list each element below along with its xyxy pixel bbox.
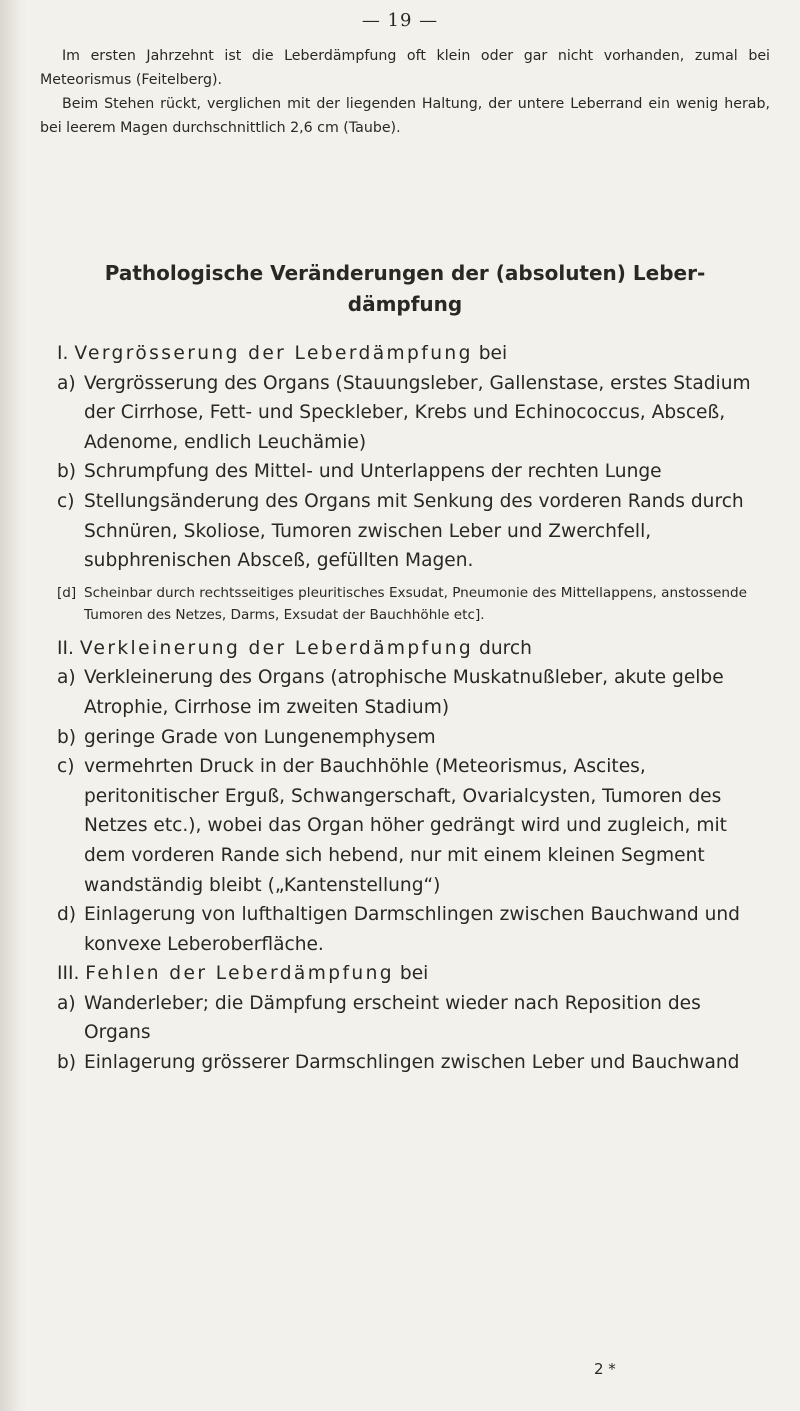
list-item	[57, 487, 769, 576]
item-label: b)	[57, 726, 77, 748]
item-text: Vergrösserung des Organs (Stauungsleber, Gallenstase, erstes Stadium der Cirrhose, Fett- und Speckleber, Krebs und Echinococcus, Absceß, Adenome, endlich Leuchämie)	[84, 372, 751, 453]
list-item	[57, 1048, 769, 1078]
list-item	[57, 723, 769, 753]
item-label: c)	[57, 756, 75, 778]
page-edge-shadow	[0, 0, 28, 1411]
list-item	[57, 663, 769, 722]
page-number: — 19 —	[361, 10, 439, 31]
list-body	[57, 339, 769, 1078]
item-label: c)	[57, 490, 75, 512]
item-text: Schrumpfung des Mittel- und Unterlappens der rechten Lunge	[84, 461, 662, 483]
heading-line: Pathologische Veränderungen der (absoluten) Leber-	[104, 261, 706, 285]
list-item	[57, 900, 769, 959]
intro-text	[40, 44, 770, 140]
section-title-suffix: bei	[478, 343, 508, 364]
section-title-suffix: durch	[479, 637, 532, 659]
item-text: vermehrten Druck in der Bauchhöhle (Meteorismus, Ascites, peritonitischer Erguß, Schwangerschaft, Ovarialcysten, Tumoren des Netzes etc.), wobei das Organ höher gedrängt wird und zugleich, mit dem vorderen Rande sich hebend, nur mit einem kleinen Segment wandständig bleibt („Kantenstellung“)	[84, 756, 727, 896]
list-item	[57, 989, 769, 1048]
item-label: a)	[57, 992, 76, 1014]
item-text: geringe Grade von Lungenemphysem	[84, 726, 436, 748]
section-heading	[40, 258, 770, 320]
footnote-item	[57, 582, 769, 626]
section-title-suffix: bei	[399, 963, 429, 985]
section-title	[57, 634, 769, 664]
intro-paragraph: Im ersten Jahrzehnt ist die Leberdämpfung oft klein oder gar nicht vorhanden, zumal bei Meteorismus (Feitelberg).	[40, 48, 770, 88]
item-text: Einlagerung von lufthaltigen Darmschlingen zwischen Bauchwand und konvexe Leberoberfläche.	[84, 904, 740, 955]
item-text: Einlagerung grösserer Darmschlingen zwischen Leber und Bauchwand	[84, 1052, 740, 1074]
item-label: a)	[57, 372, 76, 394]
section-numeral: I.	[57, 343, 69, 364]
item-label: a)	[57, 667, 76, 689]
item-text: Verkleinerung des Organs (atrophische Muskatnußleber, akute gelbe Atrophie, Cirrhose im zweiten Stadium)	[84, 667, 724, 718]
section-numeral: II.	[57, 637, 74, 659]
list-item	[57, 752, 769, 900]
item-text: Wanderleber; die Dämpfung erscheint wieder nach Reposition des Organs	[84, 992, 701, 1044]
section-numeral: III.	[57, 963, 80, 985]
section-title-text: Vergrösserung der Leberdämpfung	[74, 343, 473, 364]
section-title	[57, 339, 769, 369]
item-text: Stellungsänderung des Organs mit Senkung des vorderen Rands durch Schnüren, Skoliose, Tumoren zwischen Leber und Zwerchfell, subphrenischen Absceß, gefüllten Magen.	[84, 490, 744, 572]
item-label: b)	[57, 1052, 77, 1074]
item-label: b)	[57, 461, 77, 483]
intro-paragraph: Beim Stehen rückt, verglichen mit der liegenden Haltung, der untere Leberrand ein wenig herab, bei leerem Magen durchschnittlich 2,6 cm (Taube).	[40, 96, 770, 136]
section-title-text: Verkleinerung der Leberdämpfung	[79, 637, 474, 659]
list-item	[57, 457, 769, 487]
signature-mark: 2 *	[594, 1360, 616, 1378]
list-item	[57, 369, 769, 458]
section-title-text: Fehlen der Leberdämpfung	[85, 963, 394, 985]
heading-line: dämpfung	[347, 292, 463, 316]
note-label: [d]	[57, 584, 77, 601]
note-text: Scheinbar durch rechtsseitiges pleuritisches Exsudat, Pneumonie des Mittellappens, anstossende Tumoren des Netzes, Darms, Exsudat der Bauchhöhle etc].	[84, 584, 747, 623]
item-label: d)	[57, 904, 77, 926]
section-title	[57, 959, 769, 989]
